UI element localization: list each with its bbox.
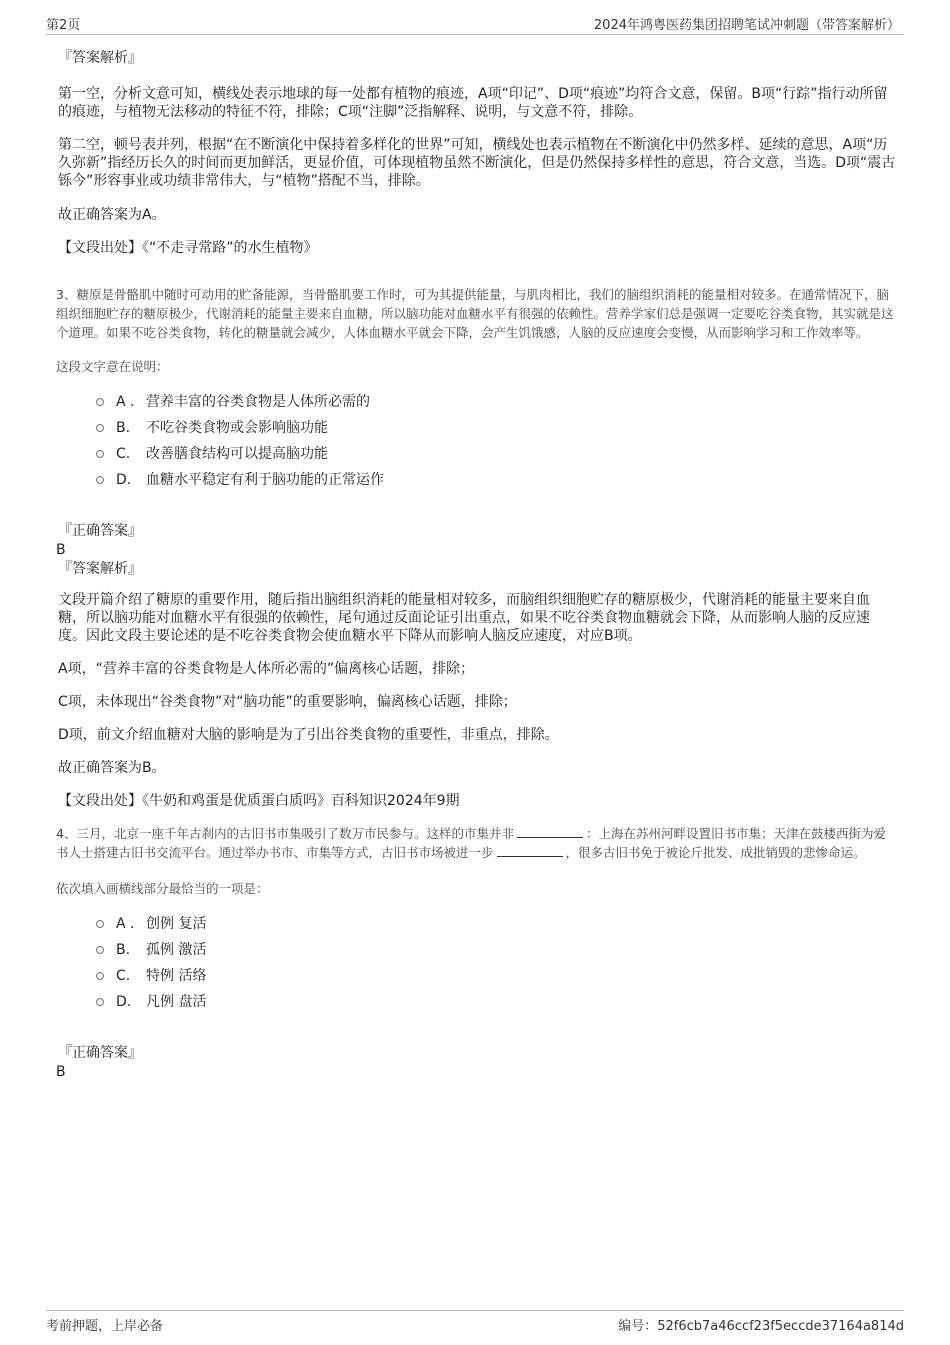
page-header bbox=[46, 12, 904, 35]
source-label: 【文段出处】 bbox=[58, 240, 142, 256]
document-code: 编号：52f6cb7a46ccf23f5eccde37164a814d bbox=[618, 1319, 904, 1334]
q2-analysis-label: 『答案解析』 bbox=[58, 50, 142, 66]
page-footer bbox=[46, 1310, 904, 1341]
q3-analysis-conclusion: 故正确答案为B。 bbox=[58, 760, 166, 776]
q3-option-a[interactable]: A . 营养丰富的谷类食物是人体所必需的 bbox=[56, 389, 896, 415]
blank-line bbox=[497, 844, 563, 857]
q3-analysis-p4: D项，前文介绍血糖对大脑的影响是为了引出谷类食物的重要性，非重点，排除。 bbox=[58, 727, 559, 743]
page-number: 第2页 bbox=[46, 18, 81, 33]
q4-option-c[interactable]: C. 特例 活络 bbox=[56, 963, 896, 989]
radio-icon[interactable] bbox=[96, 424, 104, 432]
radio-icon[interactable] bbox=[96, 398, 104, 406]
q2-analysis-conclusion: 故正确答案为A。 bbox=[58, 207, 166, 223]
q4-text: 4、三月，北京一座千年古刹内的古旧书市集吸引了数万市民参与。这样的市集并非 ：上海在苏州河畔设置旧书市集；天津在鼓楼西街为爱书人士搭建古旧书交流平台。通过举办书市、市集等方式，古旧书市场被进一步 ，很多古旧书免于被论斤批发、成批销毁的悲惨命运。 bbox=[56, 826, 886, 860]
q3-option-d[interactable]: D. 血糖水平稳定有利于脑功能的正常运作 bbox=[56, 467, 896, 493]
q3-answer: B bbox=[56, 542, 66, 558]
q4-prompt: 依次填入画横线部分最恰当的一项是： bbox=[56, 881, 269, 896]
radio-icon[interactable] bbox=[96, 972, 104, 980]
document-content bbox=[56, 44, 896, 1081]
q3-option-b[interactable]: B. 不吃谷类食物或会影响脑功能 bbox=[56, 415, 896, 441]
document-title: 2024年鸿粤医药集团招聘笔试冲刺题（带答案解析） bbox=[593, 18, 900, 33]
q3-analysis-label: 『答案解析』 bbox=[58, 561, 142, 577]
radio-icon[interactable] bbox=[96, 946, 104, 954]
q3-source bbox=[58, 792, 896, 810]
q2-source bbox=[58, 239, 896, 257]
q3-prompt: 这段文字意在说明： bbox=[56, 359, 169, 374]
footer-slogan: 考前押题，上岸必备 bbox=[46, 1319, 164, 1334]
blank-line bbox=[517, 825, 583, 838]
q4-options bbox=[56, 911, 896, 1015]
source-label: 【文段出处】 bbox=[58, 793, 142, 809]
q3-text: 3、糖原是骨骼肌中随时可动用的贮备能源，当骨骼肌要工作时，可为其提供能量，与肌肉相比，我们的脑组织消耗的能量相对较多。在通常情况下，脑组织细胞贮存的糖原极少，代谢消耗的能量主要来自血糖，所以脑功能对血糖水平有很强的依赖性。营养学家们总是强调一定要吃谷类食物，其实就是这个道理。如果不吃谷类食物，转化的糖量就会减少，人体血糖水平就会下降，会产生饥饿感，人脑的反应速度会变慢，从而影响学习和工作效率等。 bbox=[56, 287, 894, 340]
q3-analysis-p2: A项，“营养丰富的谷类食物是人体所必需的”偏离核心话题，排除； bbox=[58, 661, 475, 677]
q4-option-d[interactable]: D. 凡例 盘活 bbox=[56, 989, 896, 1015]
q4-answer-label: 『正确答案』 bbox=[58, 1045, 142, 1061]
source-text: 《“不走寻常路”的水生植物》 bbox=[142, 240, 318, 256]
radio-icon[interactable] bbox=[96, 998, 104, 1006]
q3-options bbox=[56, 389, 896, 493]
q3-answer-label: 『正确答案』 bbox=[58, 523, 142, 539]
q4-answer: B bbox=[56, 1064, 66, 1080]
q4-option-b[interactable]: B. 孤例 激活 bbox=[56, 937, 896, 963]
q3-analysis-p1: 文段开篇介绍了糖原的重要作用，随后指出脑组织消耗的能量相对较多，而脑组织细胞贮存的糖原极少，代谢消耗的能量主要来自血糖，所以脑功能对血糖水平有很强的依赖性，尾句通过反面论证引出重点，如果不吃谷类食物血糖就会下降，从而影响人脑的反应速度。因此文段主要论述的是不吃谷类食物会使血糖水平下降从而影响人脑反应速度，对应B项。 bbox=[58, 592, 870, 644]
q3-analysis-p3: C项，未体现出“谷类食物”对“脑功能”的重要影响，偏离核心话题，排除； bbox=[58, 694, 517, 710]
radio-icon[interactable] bbox=[96, 476, 104, 484]
radio-icon[interactable] bbox=[96, 920, 104, 928]
q3-option-c[interactable]: C. 改善膳食结构可以提高脑功能 bbox=[56, 441, 896, 467]
source-text: 《牛奶和鸡蛋是优质蛋白质吗》百科知识2024年9期 bbox=[142, 793, 460, 809]
q4-option-a[interactable]: A . 创例 复活 bbox=[56, 911, 896, 937]
q2-analysis-p2: 第二空，顿号表并列，根据“在不断演化中保持着多样化的世界”可知，横线处也表示植物在不断演化中仍然多样、延续的意思，A项“历久弥新”指经历长久的时间而更加鲜活，更显价值，可体现植物虽然不断演化，但是仍然保持多样性的意思，符合文意，当选。D项“震古铄今”形容事业或功绩非常伟大，与“植物”搭配不当，排除。 bbox=[58, 137, 896, 189]
radio-icon[interactable] bbox=[96, 450, 104, 458]
q2-analysis-p1: 第一空，分析文意可知，横线处表示地球的每一处都有植物的痕迹，A项“印记”、D项“痕迹”均符合文意，保留。B项“行踪”指行动所留的痕迹，与植物无法移动的特征不符，排除；C项“注脚”泛指解释、说明，与文意不符，排除。 bbox=[58, 86, 888, 120]
